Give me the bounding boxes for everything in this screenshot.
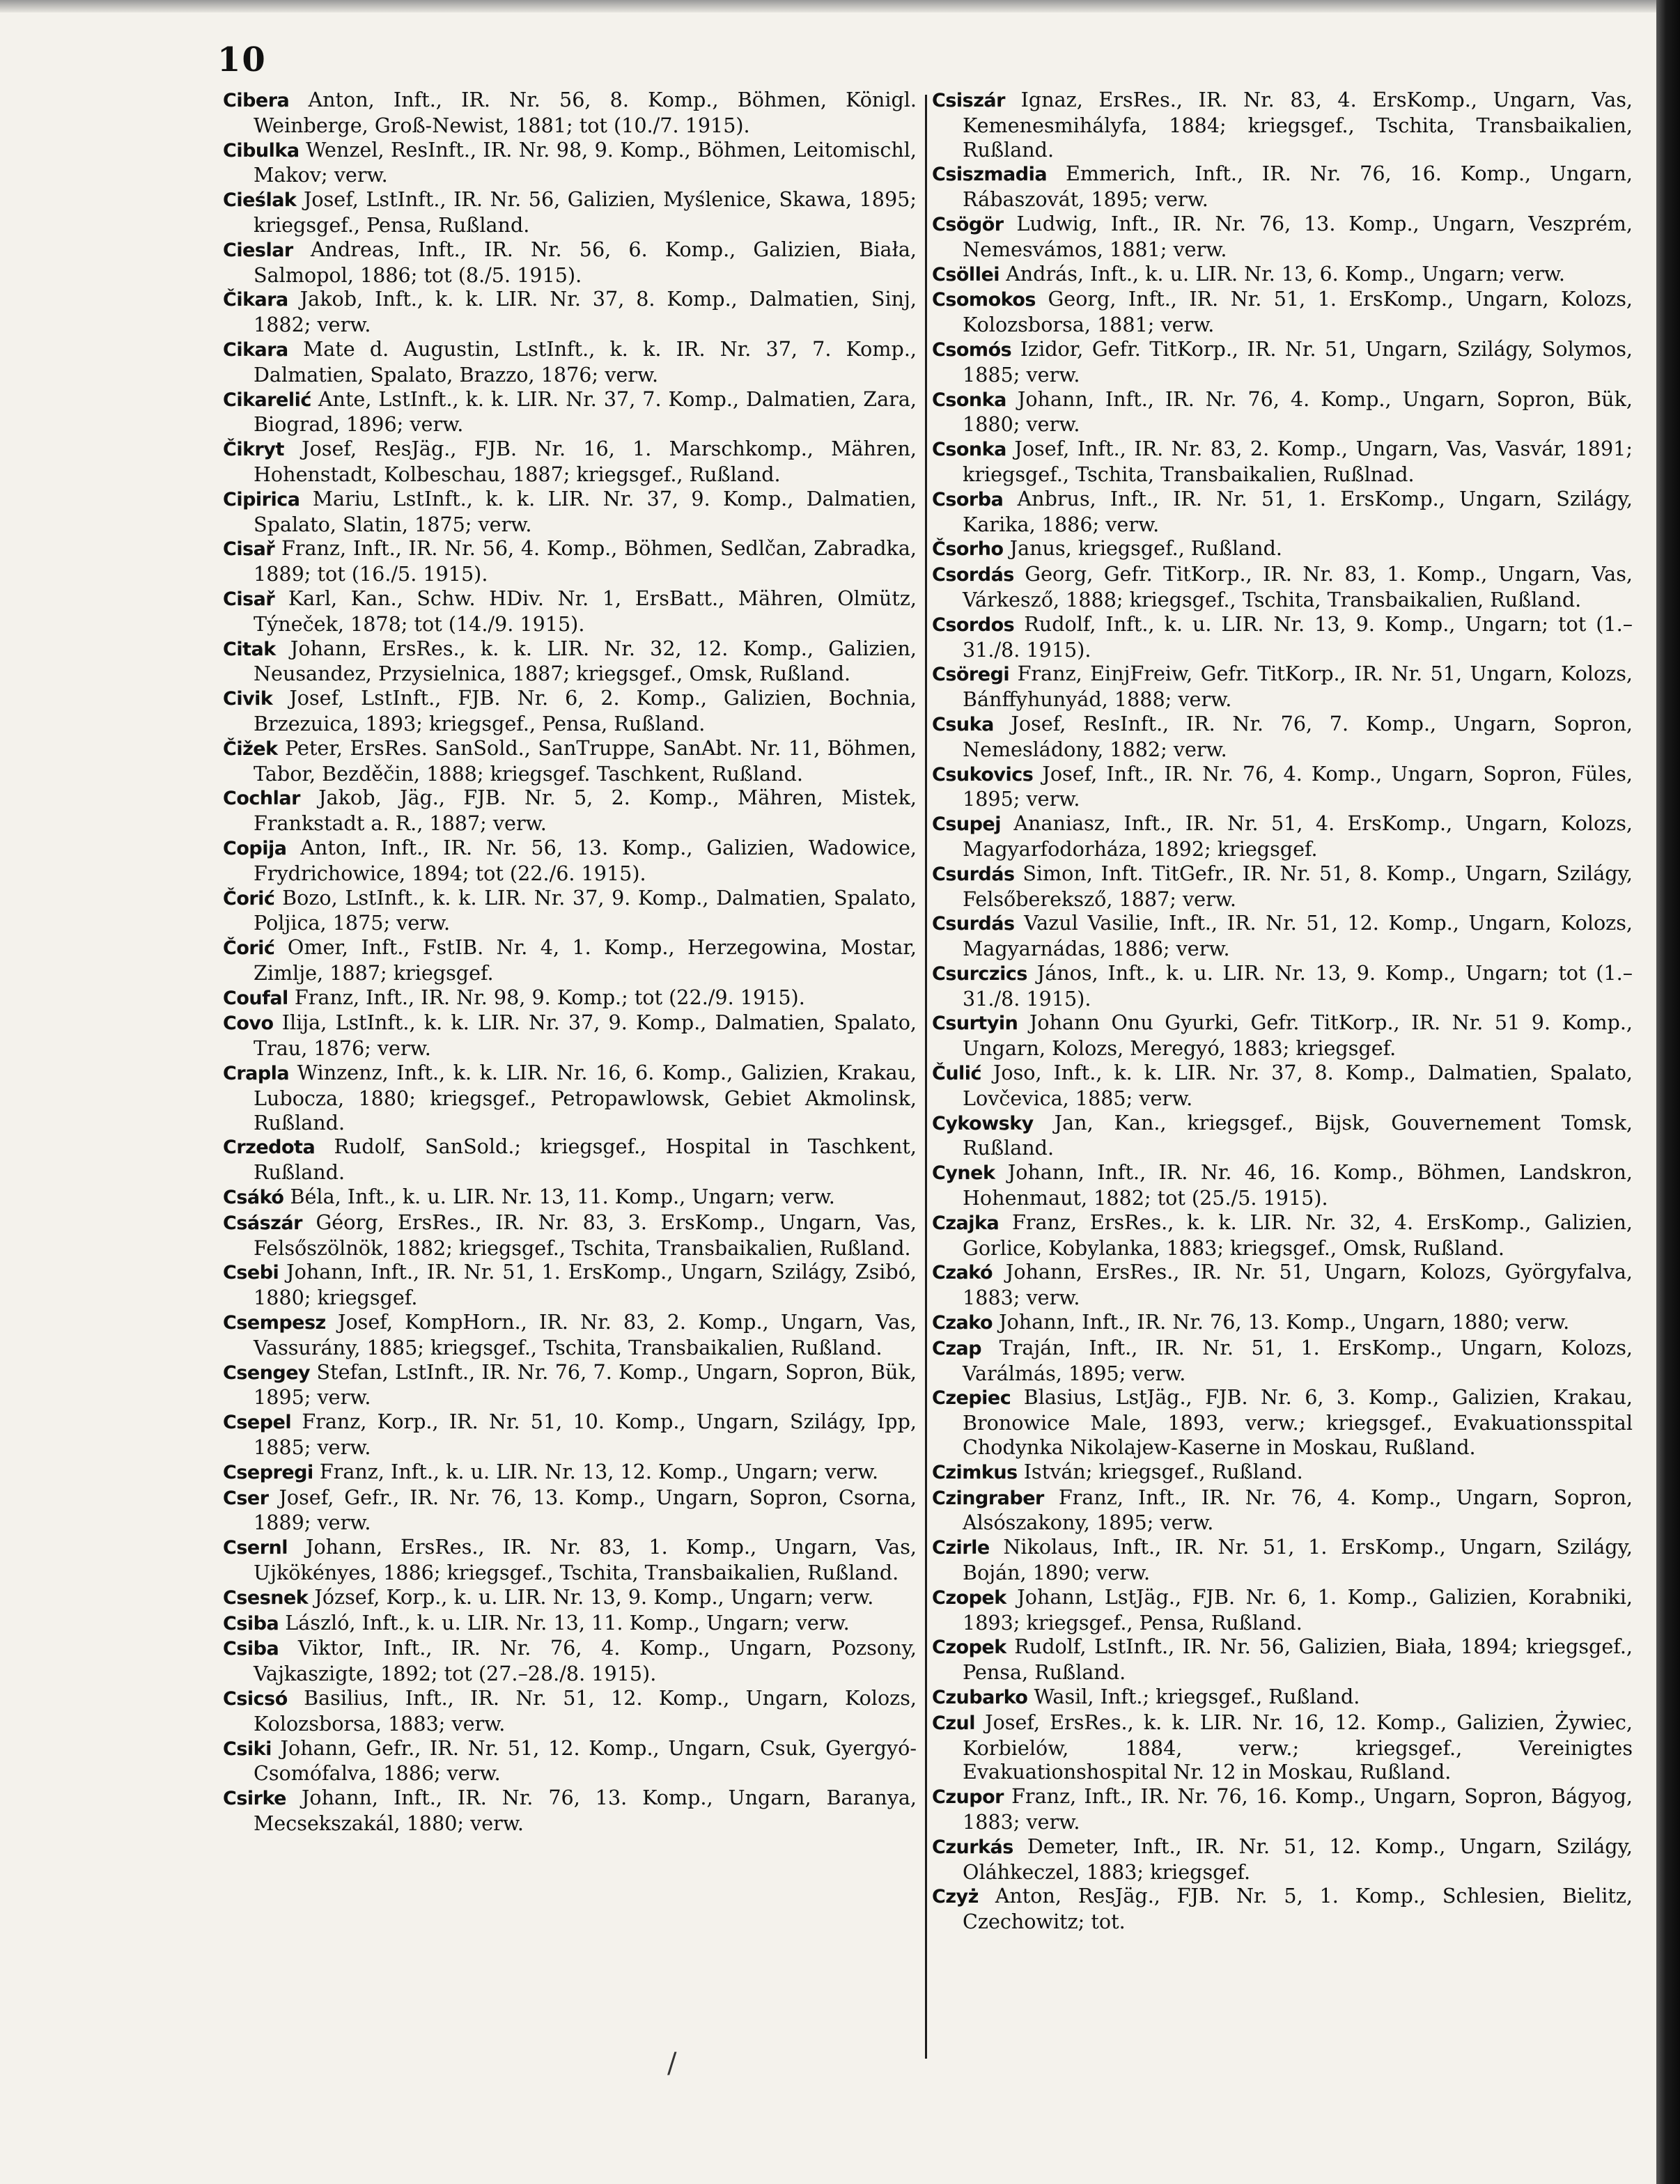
entry-surname: Csurdás: [932, 913, 1015, 935]
entry-details: Johann Onu Gyurki, Gefr. TitKorp., IR. Nr. 51 9. Komp., Ungarn, Kolozs, Meregyó, 1883; kriegsgef.: [963, 1011, 1633, 1061]
entry-details: Josef, LstInft., FJB. Nr. 6, 2. Komp., Galizien, Bochnia, Brzezuica, 1893; kriegsgef., Pensa, Rußland.: [254, 686, 917, 735]
register-entry: [932, 1260, 1633, 1310]
entry-surname: Csukovics: [932, 763, 1034, 786]
entry-surname: Csöllei: [932, 263, 1000, 286]
register-entry: [223, 1011, 917, 1061]
entry-surname: Čorić: [223, 887, 275, 910]
entry-surname: Čižek: [223, 738, 278, 760]
entry-surname: Čorić: [223, 937, 275, 960]
register-entry: [932, 662, 1633, 712]
entry-details: Ludwig, Inft., IR. Nr. 76, 13. Komp., Ungarn, Veszprém, Nemesvámos, 1881; verw.: [963, 211, 1633, 261]
entry-details: Nikolaus, Inft., IR. Nr. 51, 1. ErsKomp., Ungarn, Szilágy, Boján, 1890; verw.: [963, 1535, 1633, 1585]
entry-details: Peter, ErsRes. SanSold., SanTruppe, SanAbt. Nr. 11, Böhmen, Tabor, Bezděčin, 1888; kriegsgef. Taschkent, Rußland.: [254, 735, 917, 786]
entry-details: Basilius, Inft., IR. Nr. 51, 12. Komp., Ungarn, Kolozs, Kolozsborsa, 1883; verw.: [254, 1686, 917, 1736]
entry-details: Jakob, Inft., k. k. LIR. Nr. 37, 8. Komp., Dalmatien, Sinj, 1882; verw.: [254, 287, 917, 337]
register-entry: [932, 1011, 1633, 1061]
entry-details: Johann, ErsRes., k. k. LIR. Nr. 32, 12. Komp., Galizien, Neusandez, Przysielnica, 1887; kriegsgef., Omsk, Rußland.: [254, 636, 917, 686]
entry-surname: Czap: [932, 1337, 982, 1359]
entry-details: Johann, Inft., IR. Nr. 51, 1. ErsKomp., Ungarn, Szilágy, Zsibó, 1880; kriegsgef.: [254, 1260, 917, 1310]
entry-details: Mariu, LstInft., k. k. LIR. Nr. 37, 9. Komp., Dalmatien, Spalato, Slatin, 1875; verw.: [254, 486, 917, 536]
entry-surname: Csiki: [223, 1738, 272, 1760]
entry-surname: Cibera: [223, 90, 290, 111]
entry-details: Joso, Inft., k. k. LIR. Nr. 37, 8. Komp., Dalmatien, Spalato, Lovčevica, 1885; verw.: [963, 1061, 1633, 1110]
register-entry: [932, 1585, 1633, 1635]
entry-surname: Czako: [932, 1312, 993, 1334]
register-entry: [932, 1784, 1633, 1834]
entry-surname: Čikara: [223, 289, 288, 311]
register-entry: [932, 536, 1633, 562]
entry-surname: Csurdás: [932, 863, 1015, 885]
entry-details: Wasil, Inft.; kriegsgef., Rußland.: [1034, 1685, 1360, 1708]
register-entry: [932, 811, 1633, 861]
register-entry: [932, 1884, 1633, 1934]
entry-surname: Czakó: [932, 1262, 993, 1284]
entry-details: Rudolf, Inft., k. u. LIR. Nr. 13, 9. Komp., Ungarn; tot (1.–31./8. 1915).: [963, 611, 1633, 662]
register-entry: [223, 836, 917, 886]
entry-details: Izidor, Gefr. TitKorp., IR. Nr. 51, Ungarn, Szilágy, Solymos, 1885; verw.: [963, 336, 1633, 387]
entry-surname: Cisař: [223, 588, 275, 610]
entry-surname: Czingraber: [932, 1487, 1044, 1509]
entry-details: Demeter, Inft., IR. Nr. 51, 12. Komp., Ungarn, Szilágy, Oláhkeczel, 1883; kriegsgef.: [963, 1834, 1633, 1884]
register-entry: [223, 1736, 917, 1786]
entry-surname: Csorba: [932, 488, 1004, 510]
entry-surname: Crzedota: [223, 1137, 316, 1159]
entry-details: Rudolf, SanSold.; kriegsgef., Hospital in Taschkent, Rußland.: [254, 1134, 917, 1185]
entry-details: László, Inft., k. u. LIR. Nr. 13, 11. Komp., Ungarn; verw.: [285, 1610, 850, 1635]
entry-details: Franz, Inft., IR. Nr. 98, 9. Komp.; tot (22./9. 1915).: [294, 985, 805, 1009]
entry-details: Josef, ResJäg., FJB. Nr. 16, 1. Marschkomp., Mähren, Hohenstadt, Kolbeschau, 1887; kriegsgef., Rußland.: [254, 437, 917, 486]
register-entry: [932, 861, 1633, 912]
register-entry: [223, 536, 917, 586]
entry-surname: Csempesz: [223, 1312, 326, 1334]
register-entry: [932, 562, 1633, 612]
register-entry: [223, 1210, 917, 1261]
entry-details: Johann, ErsRes., IR. Nr. 83, 1. Komp., Ungarn, Vas, Ujkökényes, 1886; kriegsgef., Tschita, Transbaikalien, Rußland.: [254, 1535, 917, 1585]
entry-surname: Czupor: [932, 1786, 1004, 1809]
entry-details: Stefan, LstInft., IR. Nr. 76, 7. Komp., Ungarn, Sopron, Bük, 1895; verw.: [254, 1359, 917, 1410]
entry-surname: Csögör: [932, 213, 1004, 235]
register-entry: [223, 387, 917, 437]
left-column: [223, 88, 917, 1836]
entry-details: Ananiasz, Inft., IR. Nr. 51, 4. ErsKomp., Ungarn, Kolozs, Magyarfodorháza, 1892; kriegsgef.: [963, 811, 1633, 861]
entry-details: János, Inft., k. u. LIR. Nr. 13, 9. Komp., Ungarn; tot (1.–31./8. 1915).: [963, 960, 1633, 1011]
entry-surname: Cser: [223, 1487, 269, 1509]
entry-surname: Csurczics: [932, 962, 1027, 985]
entry-surname: Citak: [223, 638, 276, 660]
register-entry: [932, 1210, 1633, 1261]
entry-surname: Csebi: [223, 1262, 279, 1284]
entry-details: Blasius, LstJäg., FJB. Nr. 6, 3. Komp., Galizien, Krakau, Bronowice Male, 1893, verw.; kriegsgef., Evakuationsspital Chodynka Nikolajew-Kaserne in Moskau, Rußland.: [963, 1385, 1633, 1460]
entry-details: Ante, LstInft., k. k. LIR. Nr. 37, 7. Komp., Dalmatien, Zara, Biograd, 1896; verw.: [254, 387, 917, 437]
entry-surname: Cykowsky: [932, 1112, 1034, 1134]
entry-details: Josef, Gefr., IR. Nr. 76, 13. Komp., Ungarn, Sopron, Csorna, 1889; verw.: [254, 1485, 917, 1535]
column-divider: [925, 95, 927, 2059]
entry-surname: Csomós: [932, 338, 1012, 361]
register-entry: [223, 237, 917, 288]
register-entry: [223, 1260, 917, 1310]
register-entry: [223, 985, 917, 1011]
register-entry: [932, 712, 1633, 762]
entry-details: Mate d. Augustin, LstInft., k. k. IR. Nr. 37, 7. Komp., Dalmatien, Spalato, Brazzo, 1876; verw.: [254, 336, 917, 387]
entry-details: Georg, Gefr. TitKorp., IR. Nr. 83, 1. Komp., Ungarn, Vas, Várkesző, 1888; kriegsgef., Tschita, Transbaikalien, Rußland.: [963, 562, 1633, 611]
entry-surname: Csepregi: [223, 1461, 313, 1483]
entry-surname: Csordás: [932, 564, 1014, 586]
entry-surname: Cochlar: [223, 788, 300, 810]
register-entry: [223, 686, 917, 736]
register-entry: [223, 287, 917, 337]
entry-surname: Csuka: [932, 713, 994, 735]
entry-details: Johann, LstJäg., FJB. Nr. 6, 1. Komp., Galizien, Korabniki, 1893; kriegsgef., Pensa, Rußland.: [963, 1584, 1633, 1635]
register-entry: [223, 1460, 917, 1485]
entry-details: Géorg, ErsRes., IR. Nr. 83, 3. ErsKomp., Ungarn, Vas, Felsőszölnök, 1882; kriegsgef., Tschita, Transbaikalien, Rußland.: [254, 1210, 917, 1260]
register-entry: [932, 88, 1633, 162]
register-entry: [223, 1786, 917, 1836]
entry-surname: Czirle: [932, 1537, 990, 1559]
register-entry: [932, 387, 1633, 437]
entry-details: Georg, Inft., IR. Nr. 51, 1. ErsKomp., Ungarn, Kolozs, Kolozsborsa, 1881; verw.: [963, 287, 1633, 337]
entry-surname: Csesnek: [223, 1586, 309, 1609]
entry-details: Franz, Inft., IR. Nr. 56, 4. Komp., Böhmen, Sedlčan, Zabradka, 1889; tot (16./5. 1915).: [254, 536, 917, 586]
entry-surname: Csicsó: [223, 1688, 288, 1710]
register-entry: [223, 886, 917, 936]
entry-surname: Cipirica: [223, 488, 300, 510]
register-entry: [932, 961, 1633, 1011]
entry-surname: Čsorho: [932, 538, 1004, 561]
register-entry: [932, 1385, 1633, 1459]
register-entry: [223, 1686, 917, 1736]
register-entry: [223, 736, 917, 786]
entry-surname: Cibulka: [223, 139, 300, 162]
entry-details: Rudolf, LstInft., IR. Nr. 56, Galizien, Biała, 1894; kriegsgef., Pensa, Rußland.: [963, 1635, 1633, 1685]
register-entry: [223, 1134, 917, 1185]
entry-surname: Coufal: [223, 987, 288, 1009]
entry-surname: Czurkás: [932, 1836, 1013, 1858]
entry-details: Josef, ResInft., IR. Nr. 76, 7. Komp., Ungarn, Sopron, Nemesládony, 1882; verw.: [963, 711, 1633, 761]
register-entry: [223, 1636, 917, 1686]
entry-surname: Cisař: [223, 538, 275, 561]
entry-details: Omer, Inft., FstIB. Nr. 4, 1. Komp., Herzegowina, Mostar, Zimlje, 1887; kriegsgef.: [254, 935, 917, 985]
entry-surname: Crapla: [223, 1063, 290, 1085]
entry-details: Johann, Inft., IR. Nr. 46, 16. Komp., Böhmen, Landskron, Hohenmaut, 1882; tot (25./5. 1915).: [963, 1160, 1633, 1210]
register-entry: [932, 1310, 1633, 1336]
register-entry: [932, 1710, 1633, 1784]
entry-surname: Csákó: [223, 1187, 284, 1209]
register-entry: [932, 1834, 1633, 1885]
entry-surname: Cikara: [223, 338, 288, 361]
entry-details: Josef, KompHorn., IR. Nr. 83, 2. Komp., Ungarn, Vas, Vassurány, 1885; kriegsgef., Tschita, Transbaikalien, Rußland.: [254, 1310, 917, 1359]
register-entry: [932, 337, 1633, 387]
entry-details: Karl, Kan., Schw. HDiv. Nr. 1, ErsBatt., Mähren, Olmütz, Týneček, 1878; tot (14./9. 1915).: [254, 586, 917, 636]
entry-details: Johann, Gefr., IR. Nr. 51, 12. Komp., Ungarn, Csuk, Gyergyó-Csomófalva, 1886; verw.: [254, 1736, 917, 1786]
entry-details: Janus, kriegsgef., Rußland.: [1009, 536, 1282, 561]
entry-surname: Csupej: [932, 813, 1002, 836]
register-entry: [223, 337, 917, 387]
entry-surname: Cikarelić: [223, 389, 311, 411]
entry-surname: Čikryt: [223, 439, 284, 461]
register-entry: [932, 1635, 1633, 1685]
entry-details: Josef, LstInft., IR. Nr. 56, Galizien, Myślenice, Skawa, 1895; kriegsgef., Pensa, Rußland.: [254, 187, 917, 237]
entry-surname: Csöregi: [932, 664, 1010, 686]
register-entry: [223, 586, 917, 637]
right-column: [932, 88, 1633, 1934]
register-entry: [223, 1611, 917, 1637]
register-entry: [223, 1360, 917, 1410]
register-entry: [932, 1061, 1633, 1111]
register-entry: [932, 612, 1633, 662]
entry-surname: Czajka: [932, 1212, 1000, 1234]
register-entry: [223, 138, 917, 188]
bottom-mark: /: [667, 2048, 677, 2080]
entry-surname: Csiszmadia: [932, 164, 1048, 186]
entry-surname: Cieslar: [223, 239, 293, 261]
register-entry: [223, 437, 917, 487]
entry-details: Winzenz, Inft., k. k. LIR. Nr. 16, 6. Komp., Galizien, Krakau, Lubocza, 1880; kriegsgef., Petropawlowsk, Gebiet Akmolinsk, Rußland.: [254, 1061, 917, 1134]
entry-surname: Csonka: [932, 389, 1006, 411]
entry-details: Anton, ResJäg., FJB. Nr. 5, 1. Komp., Schlesien, Bielitz, Czechowitz; tot.: [963, 1884, 1633, 1934]
entry-details: Anbrus, Inft., IR. Nr. 51, 1. ErsKomp., Ungarn, Szilágy, Karika, 1886; verw.: [963, 486, 1633, 536]
entry-surname: Csomokos: [932, 289, 1036, 311]
entry-details: Jakob, Jäg., FJB. Nr. 5, 2. Komp., Mähren, Mistek, Frankstadt a. R., 1887; verw.: [254, 786, 917, 836]
entry-details: Simon, Inft. TitGefr., IR. Nr. 51, 8. Komp., Ungarn, Szilágy, Felsőbereksző, 1887; verw.: [963, 861, 1633, 911]
entry-surname: Civik: [223, 688, 273, 710]
entry-surname: Császár: [223, 1212, 302, 1234]
entry-surname: Csiszár: [932, 90, 1005, 111]
entry-details: Josef, Inft., IR. Nr. 76, 4. Komp., Ungarn, Sopron, Füles, 1895; verw.: [963, 761, 1633, 811]
register-entry: [932, 762, 1633, 812]
register-entry: [932, 1685, 1633, 1710]
register-entry: [932, 287, 1633, 337]
register-entry: [932, 212, 1633, 262]
entry-details: Johann, Inft., IR. Nr. 76, 4. Komp., Ungarn, Sopron, Bük, 1880; verw.: [963, 387, 1633, 437]
register-entry: [223, 935, 917, 985]
entry-details: István; kriegsgef., Rußland.: [1023, 1459, 1303, 1483]
entry-details: Franz, Korp., IR. Nr. 51, 10. Komp., Ungarn, Szilágy, Ipp, 1885; verw.: [254, 1410, 917, 1460]
entry-surname: Czepiec: [932, 1387, 1011, 1410]
entry-details: Johann, ErsRes., IR. Nr. 51, Ungarn, Kolozs, Györgyfalva, 1883; verw.: [963, 1260, 1633, 1310]
register-entry: [223, 1185, 917, 1210]
entry-surname: Czyż: [932, 1886, 979, 1908]
entry-surname: Csernl: [223, 1537, 288, 1559]
register-entry: [223, 487, 917, 537]
entry-details: Andreas, Inft., IR. Nr. 56, 6. Komp., Galizien, Biała, Salmopol, 1886; tot (8./5. 1915).: [254, 237, 917, 287]
entry-details: András, Inft., k. u. LIR. Nr. 13, 6. Komp., Ungarn; verw.: [1006, 261, 1565, 286]
entry-surname: Czimkus: [932, 1461, 1018, 1483]
entry-details: Anton, Inft., IR. Nr. 56, 8. Komp., Böhmen, Königl. Weinberge, Groß-Newist, 1881; tot (10./7. 1915).: [254, 88, 917, 137]
entry-surname: Csirke: [223, 1788, 286, 1810]
entry-details: Franz, Inft., IR. Nr. 76, 16. Komp., Ungarn, Sopron, Bágyog, 1883; verw.: [963, 1784, 1633, 1834]
entry-surname: Csepel: [223, 1412, 292, 1434]
entry-surname: Csordos: [932, 614, 1015, 636]
register-entry: [223, 1061, 917, 1134]
scan-edge-top: [0, 0, 1680, 13]
entry-details: Traján, Inft., IR. Nr. 51, 1. ErsKomp., Ungarn, Kolozs, Varálmás, 1895; verw.: [963, 1335, 1633, 1385]
entry-surname: Csengey: [223, 1362, 311, 1384]
entry-surname: Copija: [223, 837, 287, 859]
entry-details: Bozo, LstInft., k. k. LIR. Nr. 37, 9. Komp., Dalmatien, Spalato, Poljica, 1875; verw.: [254, 885, 917, 935]
entry-surname: Cynek: [932, 1162, 995, 1185]
entry-details: Franz, Inft., IR. Nr. 76, 4. Komp., Ungarn, Sopron, Alsószakony, 1895; verw.: [963, 1485, 1633, 1535]
entry-surname: Csiba: [223, 1638, 279, 1660]
register-entry: [932, 1535, 1633, 1585]
register-entry: [223, 786, 917, 836]
entry-details: Franz, EinjFreiw, Gefr. TitKorp., IR. Nr. 51, Ungarn, Kolozs, Bánffyhunyád, 1888; verw.: [963, 662, 1633, 712]
entry-surname: Csurtyin: [932, 1013, 1018, 1035]
register-entry: [932, 1485, 1633, 1536]
entry-details: Johann, Inft., IR. Nr. 76, 13. Komp., Ungarn, 1880; verw.: [999, 1310, 1570, 1334]
entry-details: Emmerich, Inft., IR. Nr. 76, 16. Komp., Ungarn, Rábaszovát, 1895; verw.: [963, 162, 1633, 212]
register-entry: [223, 1535, 917, 1585]
entry-details: Jan, Kan., kriegsgef., Bijsk, Gouvernement Tomsk, Rußland.: [963, 1110, 1633, 1160]
register-entry: [223, 637, 917, 687]
page-number: 10: [217, 40, 267, 79]
entry-details: Franz, ErsRes., k. k. LIR. Nr. 32, 4. ErsKomp., Galizien, Gorlice, Kobylanka, 1883; kriegsgef., Omsk, Rußland.: [963, 1210, 1633, 1260]
entry-details: Anton, Inft., IR. Nr. 56, 13. Komp., Galizien, Wadowice, Frydrichowice, 1894; tot (22./6. 1915).: [254, 835, 917, 885]
entry-details: Vazul Vasilie, Inft., IR. Nr. 51, 12. Komp., Ungarn, Kolozs, Magyarnádas, 1886; verw.: [963, 911, 1633, 961]
register-entry: [932, 1460, 1633, 1485]
entry-details: Josef, ErsRes., k. k. LIR. Nr. 16, 12. Komp., Galizien, Żywiec, Korbielów, 1884, verw.; kriegsgef., Vereinigtes Evakuationshospital Nr. 12 in Moskau, Rußland.: [963, 1710, 1633, 1784]
entry-surname: Čulić: [932, 1063, 982, 1085]
entry-details: Ignaz, ErsRes., IR. Nr. 83, 4. ErsKomp., Ungarn, Vas, Kemenesmihályfa, 1884; kriegsgef., Tschita, Transbaikalien, Rußland.: [963, 88, 1633, 162]
entry-details: Josef, Inft., IR. Nr. 83, 2. Komp., Ungarn, Vas, Vasvár, 1891; kriegsgef., Tschita, Transbaikalien, Rußlnad.: [963, 437, 1633, 486]
entry-details: Ilija, LstInft., k. k. LIR. Nr. 37, 9. Komp., Dalmatien, Spalato, Trau, 1876; verw.: [254, 1011, 917, 1061]
entry-surname: Czopek: [932, 1586, 1006, 1609]
entry-details: Viktor, Inft., IR. Nr. 76, 4. Komp., Ungarn, Pozsony, Vajkaszigte, 1892; tot (27.–28./8. 1915).: [254, 1636, 917, 1686]
entry-surname: Czul: [932, 1712, 976, 1734]
register-entry: [932, 262, 1633, 288]
entry-details: Béla, Inft., k. u. LIR. Nr. 13, 11. Komp., Ungarn; verw.: [290, 1185, 835, 1209]
register-entry: [932, 1160, 1633, 1210]
register-entry: [223, 1585, 917, 1611]
register-entry: [932, 911, 1633, 961]
register-entry: [932, 437, 1633, 487]
register-entry: [223, 1485, 917, 1536]
scan-edge-right: [1656, 0, 1680, 2184]
register-entry: [223, 187, 917, 237]
entry-details: József, Korp., k. u. LIR. Nr. 13, 9. Komp., Ungarn; verw.: [314, 1584, 874, 1609]
entry-details: Johann, Inft., IR. Nr. 76, 13. Komp., Ungarn, Baranya, Mecsekszakál, 1880; verw.: [254, 1786, 917, 1835]
register-entry: [932, 1336, 1633, 1386]
entry-surname: Czubarko: [932, 1687, 1028, 1708]
entry-surname: Czopek: [932, 1637, 1006, 1659]
entry-surname: Covo: [223, 1013, 274, 1035]
register-entry: [223, 1410, 917, 1460]
entry-surname: Csonka: [932, 439, 1006, 461]
entry-details: Franz, Inft., k. u. LIR. Nr. 13, 12. Komp., Ungarn; verw.: [319, 1459, 879, 1483]
register-entry: [932, 1111, 1633, 1161]
register-entry: [932, 487, 1633, 537]
entry-surname: Cieślak: [223, 189, 297, 212]
register-entry: [223, 1310, 917, 1360]
register-entry: [932, 162, 1633, 212]
entry-surname: Csiba: [223, 1612, 279, 1635]
entry-details: Wenzel, ResInft., IR. Nr. 98, 9. Komp., Böhmen, Leitomischl, Makov; verw.: [254, 137, 917, 187]
register-entry: [223, 88, 917, 138]
